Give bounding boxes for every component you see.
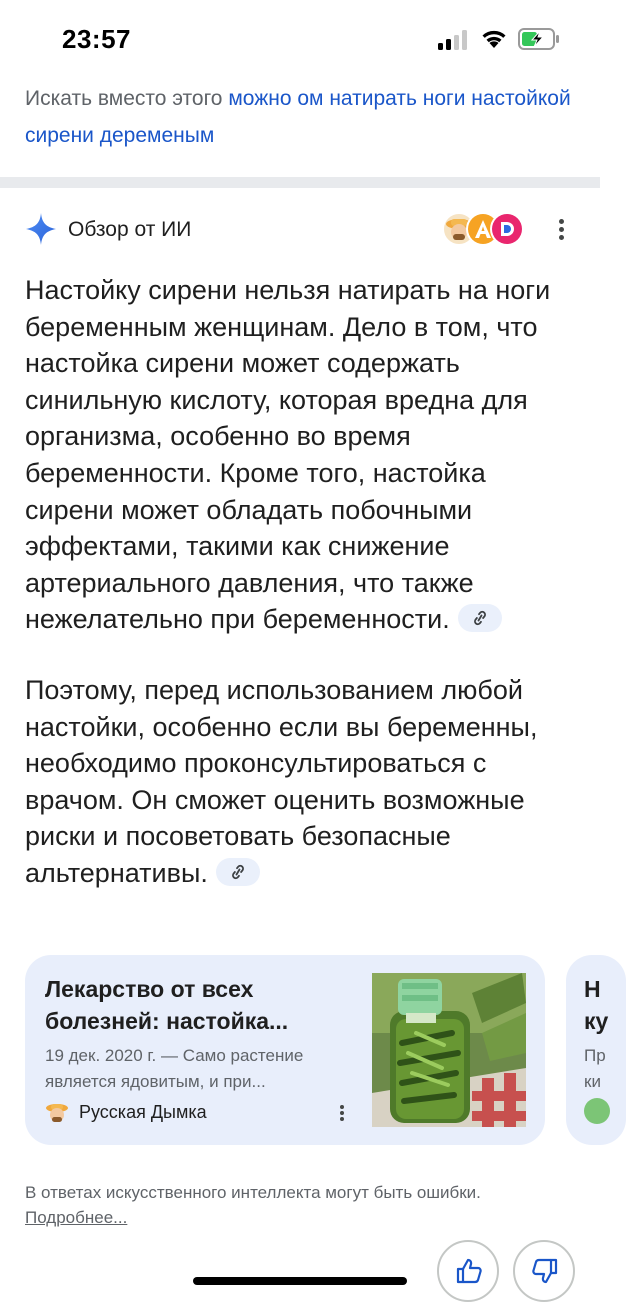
source-card-partial[interactable] bbox=[566, 955, 626, 1145]
answer-text: Настойку сирени нельзя натирать на ноги беременным женщинам. Дело в том, что настойка сирени может содержать синильную кислоту, которая вредна для организма, особенно во время беременности. Кроме того, настойка сирени может обладать побочными эффектами, такими как снижение артериального давления, что также нежелательно при беременности. bbox=[25, 275, 551, 635]
source-avatar-d bbox=[490, 212, 524, 246]
section-divider bbox=[0, 177, 600, 188]
more-options-icon[interactable] bbox=[551, 216, 571, 244]
thumbs-down-icon bbox=[530, 1256, 560, 1286]
source-card-site bbox=[45, 1099, 365, 1127]
cellular-signal-icon bbox=[438, 30, 470, 50]
source-site-name: Русская Дымка bbox=[79, 1102, 207, 1122]
source-card[interactable] bbox=[25, 955, 545, 1145]
ai-answer-paragraph-2 bbox=[25, 672, 580, 892]
learn-more-link[interactable]: Подробнее... bbox=[25, 1208, 128, 1227]
status-bar bbox=[0, 0, 600, 80]
answer-text: Поэтому, перед использованием любой настойки, особенно если вы беременны, необходимо проконсультироваться с врачом. Он сможет оценить возможные риски и посоветовать безопасные альтернативы. bbox=[25, 675, 538, 888]
thumbs-down-button[interactable] bbox=[513, 1240, 575, 1302]
source-card-thumbnail bbox=[372, 973, 526, 1127]
wifi-icon bbox=[480, 27, 508, 49]
card-more-options-icon[interactable] bbox=[332, 1103, 352, 1127]
link-icon bbox=[471, 610, 489, 626]
link-icon bbox=[229, 864, 247, 880]
ai-overview-header bbox=[25, 212, 585, 248]
source-card-snippet: Пр ки bbox=[584, 1046, 606, 1091]
status-time: 23:57 bbox=[62, 24, 131, 54]
site-favicon-icon bbox=[584, 1098, 610, 1124]
site-favicon-icon bbox=[45, 1100, 69, 1124]
source-card-title: Н ку bbox=[584, 976, 609, 1034]
ai-overview-title: Обзор от ИИ bbox=[68, 218, 192, 241]
search-instead-suggestion bbox=[25, 80, 575, 154]
citation-link-button[interactable] bbox=[458, 604, 502, 632]
source-card-title: Лекарство от всех болезней: настойка... bbox=[45, 976, 289, 1034]
thumbs-up-icon bbox=[454, 1256, 484, 1286]
ai-disclaimer: В ответах искусственного интеллекта могут быть ошибки. bbox=[25, 1183, 481, 1202]
thumbs-up-button[interactable] bbox=[437, 1240, 499, 1302]
battery-charging-icon bbox=[518, 28, 560, 50]
search-instead-label: Искать вместо этого bbox=[25, 87, 229, 110]
source-avatars[interactable] bbox=[442, 212, 524, 246]
citation-link-button[interactable] bbox=[216, 858, 260, 886]
source-card-snippet: 19 дек. 2020 г. — Само растение является ядовитым, и при... bbox=[45, 1046, 304, 1091]
home-indicator[interactable] bbox=[193, 1277, 407, 1285]
sparkle-icon bbox=[25, 212, 57, 246]
ai-answer-paragraph-1 bbox=[25, 272, 580, 638]
search-instead-link[interactable]: можно ом натирать ноги настойкой сирени деременым bbox=[25, 87, 571, 147]
